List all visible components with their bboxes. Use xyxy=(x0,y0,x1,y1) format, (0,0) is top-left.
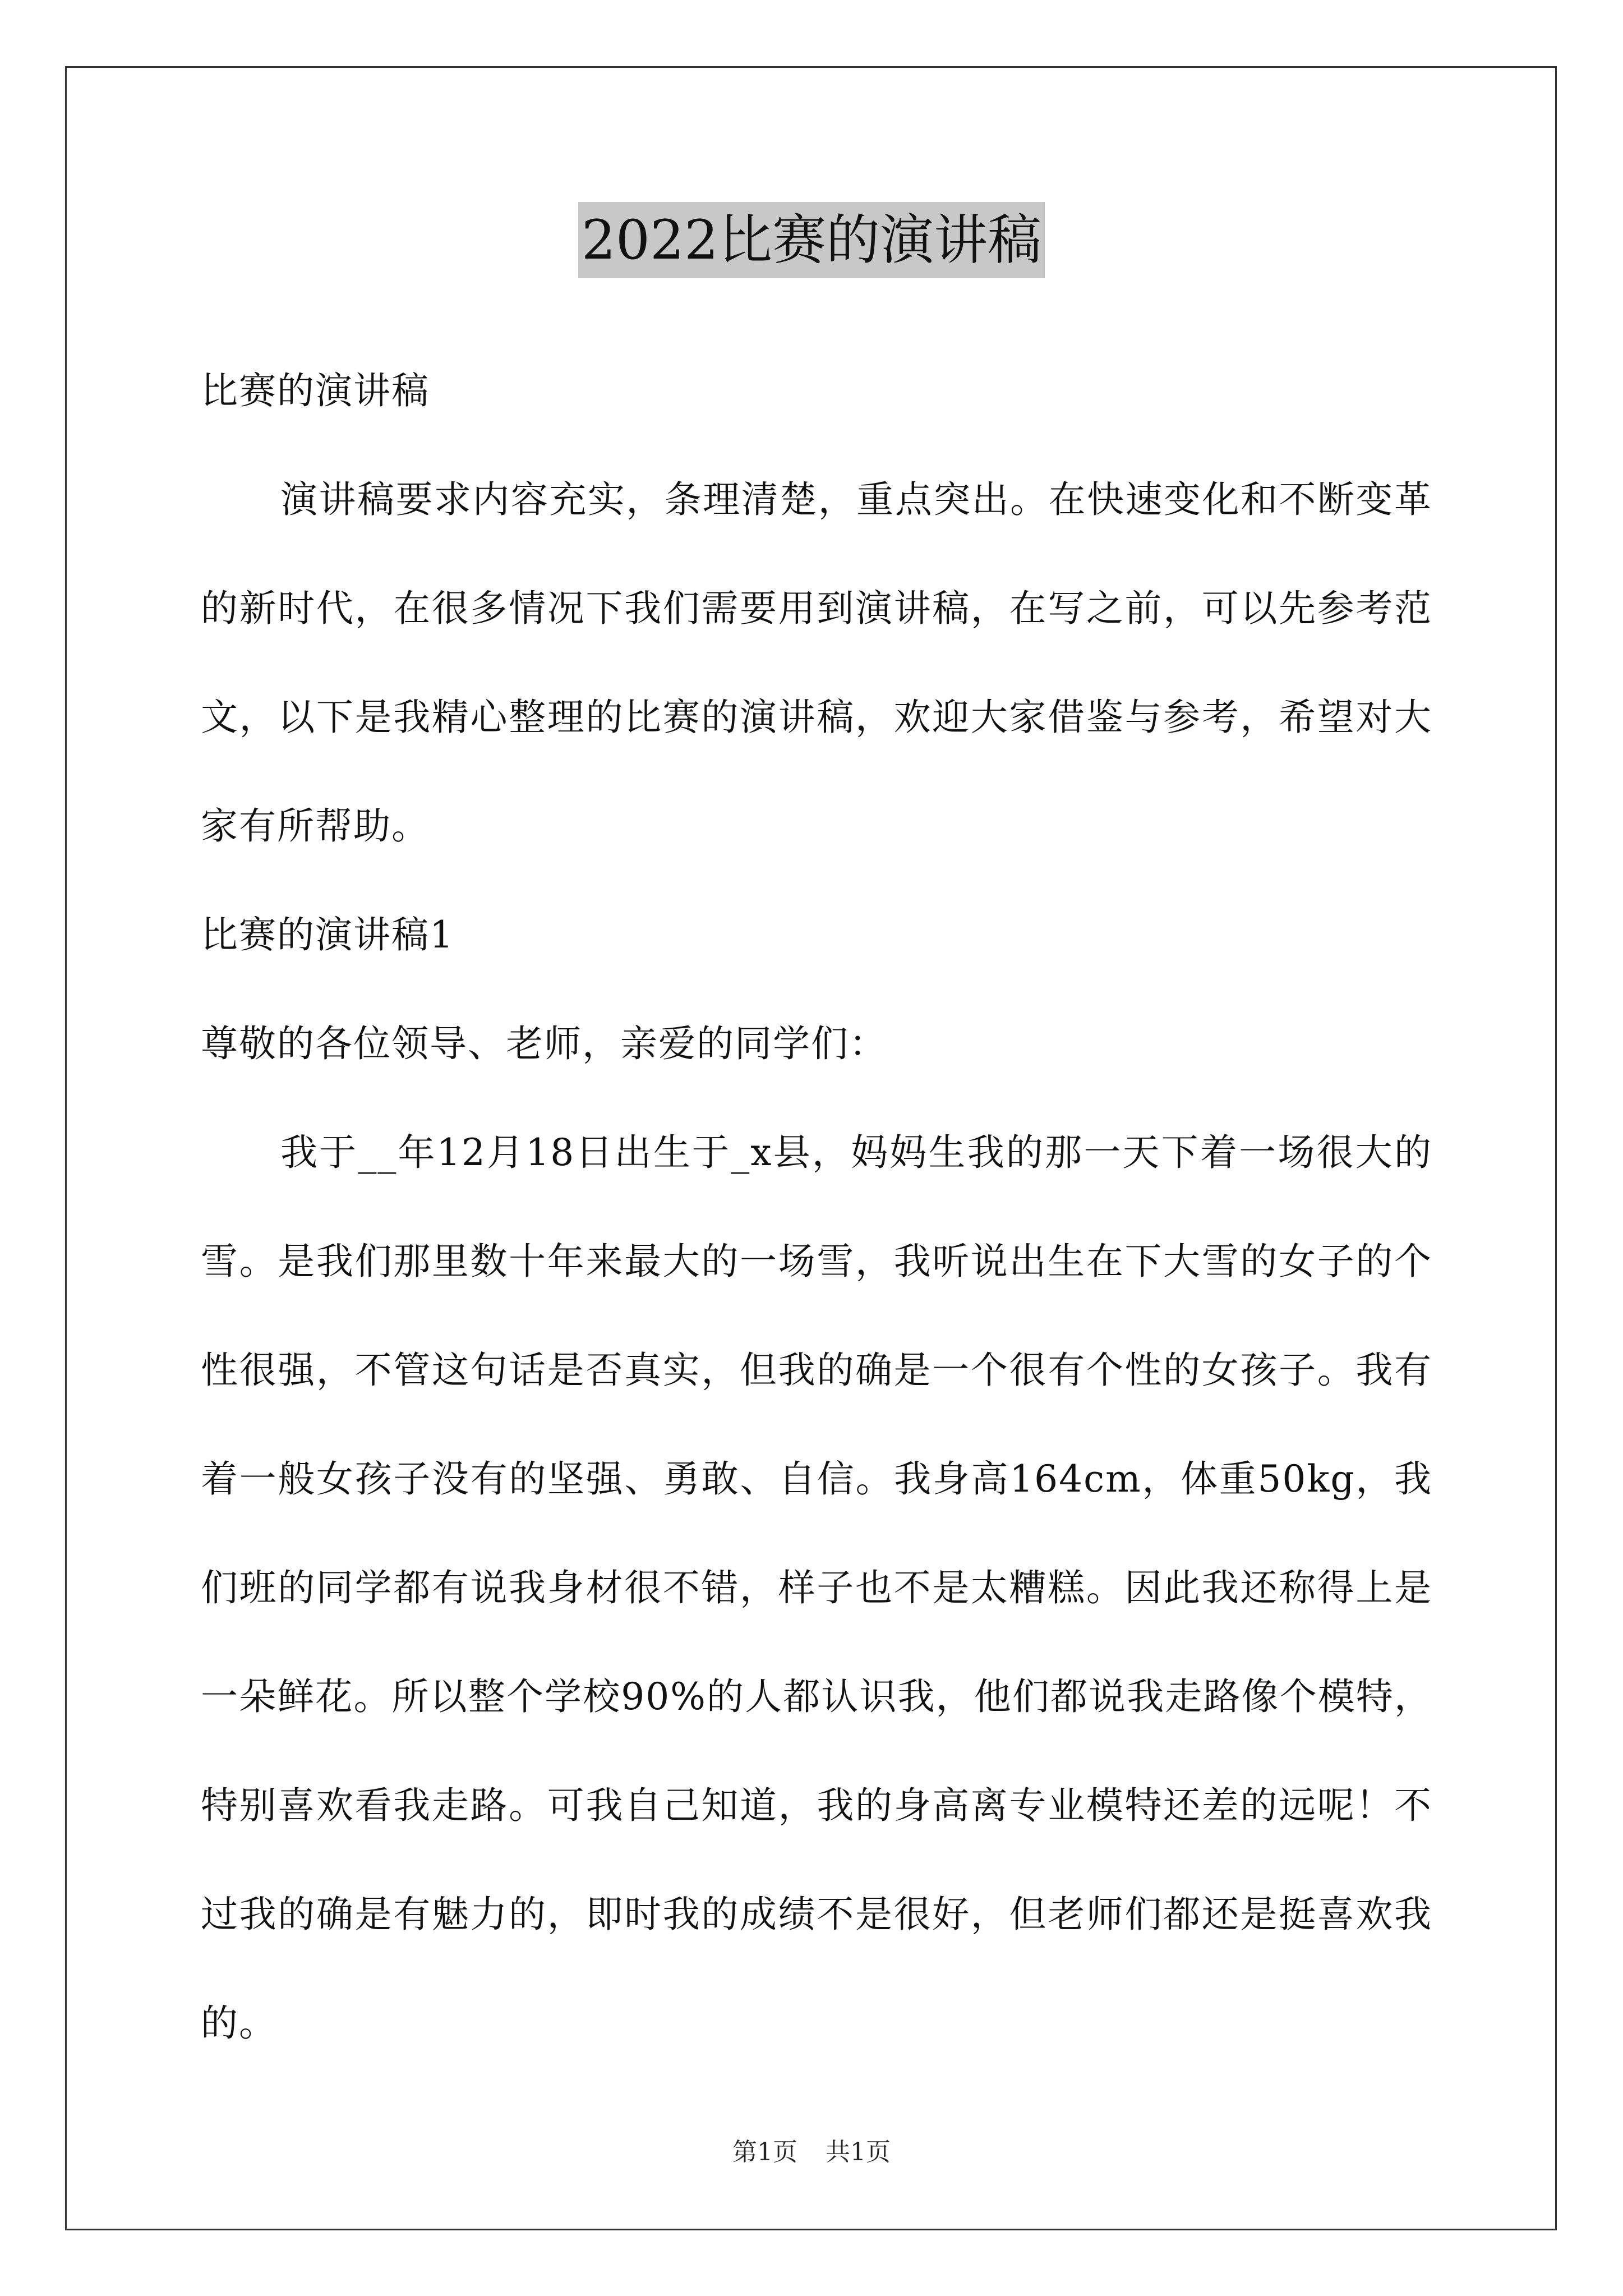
paragraph-body: 我于__年12月18日出生于_x县，妈妈生我的那一天下着一场很大的雪。是我们那里数十年来最大的一场雪，我听说出生在下大雪的女子的个性很强，不管这句话是否真实，但我的确是一个很有个性的女孩子。我有着一般女孩子没有的坚强、勇敢、自信。我身高164cm，体重50kg，我们班的同学都有说我身材很不错，样子也不是太糟糕。因此我还称得上是一朵鲜花。所以整个学校90%的人都认识我，他们都说我走路像个模特，特别喜欢看我走路。可我自己知道，我的身高离专业模特还差的远呢！不过我的确是有魅力的，即时我的成绩不是很好，但老师们都还是挺喜欢我的。 xyxy=(201,1131,1432,2045)
document-body xyxy=(201,337,1432,2078)
paragraph-subtitle: 比赛的演讲稿 xyxy=(201,369,430,412)
document-title: 2022比赛的演讲稿 xyxy=(578,202,1045,278)
title-container xyxy=(0,202,1623,278)
paragraph-salutation: 尊敬的各位领导、老师，亲爱的同学们： xyxy=(201,1022,887,1065)
page-number: 第1页 xyxy=(732,2138,797,2166)
paragraph-section-heading: 比赛的演讲稿1 xyxy=(201,913,454,956)
page-footer xyxy=(0,2132,1623,2168)
page-total: 共1页 xyxy=(826,2138,891,2166)
paragraph-intro: 演讲稿要求内容充实，条理清楚，重点突出。在快速变化和不断变革的新时代，在很多情况下我们需要用到演讲稿，在写之前，可以先参考范文，以下是我精心整理的比赛的演讲稿，欢迎大家借鉴与参考，希望对大家有所帮助。 xyxy=(201,478,1432,848)
